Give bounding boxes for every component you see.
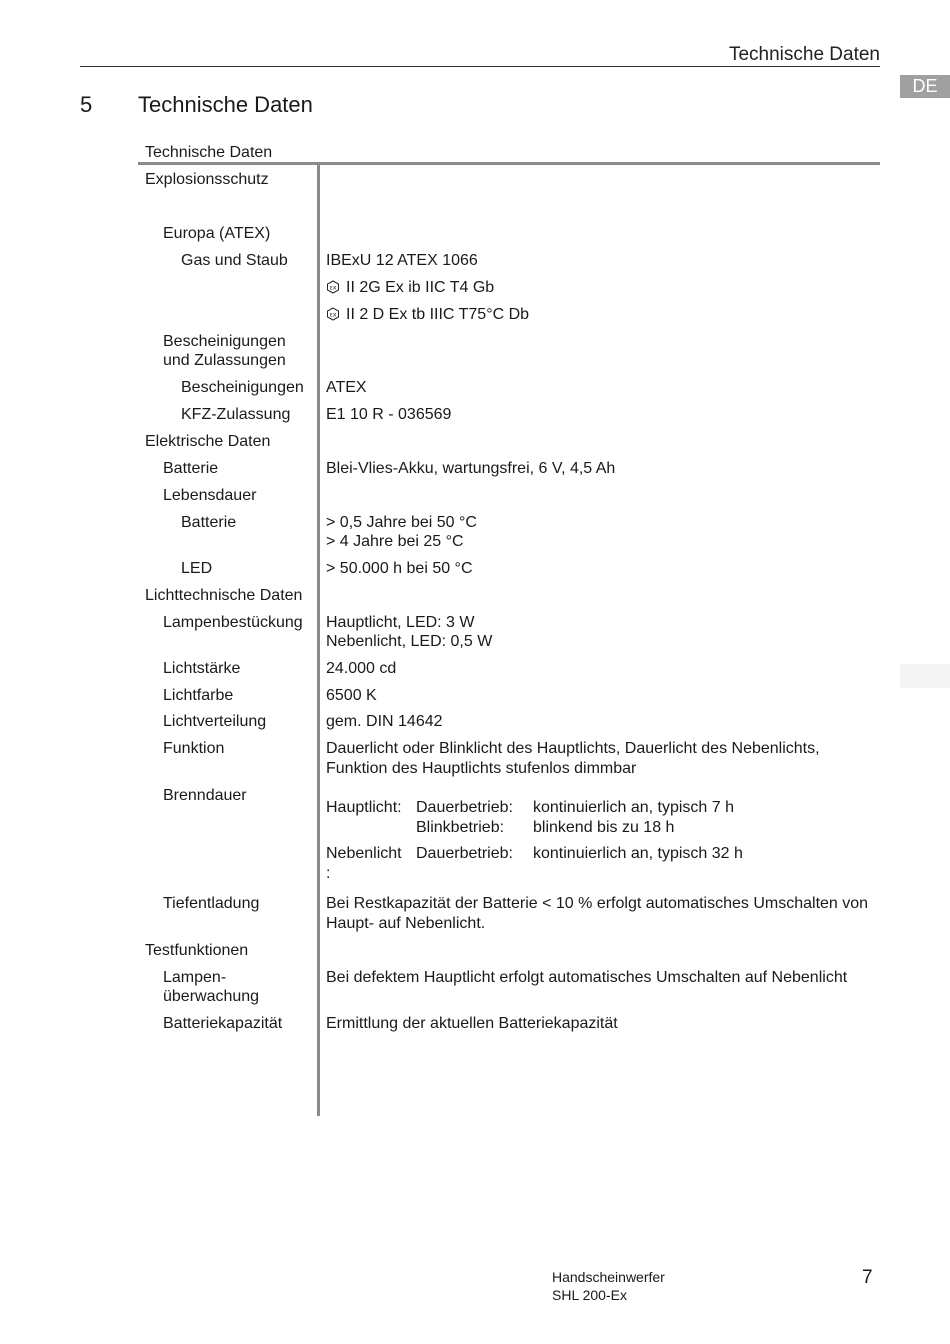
label-lamp-monitoring-line1: Lampen- <box>163 969 227 986</box>
burn-main-mode-continuous: Dauerbetrieb: <box>416 799 513 816</box>
label-light-intensity: Lichtstärke <box>163 660 241 677</box>
value-light-distribution: gem. DIN 14642 <box>326 713 443 730</box>
label-electrical-data: Elektrische Daten <box>145 433 271 450</box>
label-photometric-data: Lichttechnische Daten <box>145 587 303 604</box>
label-led: LED <box>181 560 213 577</box>
label-battery: Batterie <box>163 460 219 477</box>
ex-hexagon-icon <box>326 307 340 321</box>
svg-text:εx: εx <box>329 284 337 292</box>
value-deep-discharge-line2: Haupt- auf Nebenlicht. <box>326 915 486 932</box>
table-heading-rule <box>138 162 880 165</box>
value-battery: Blei-Vlies-Akku, wartungsfrei, 6 V, 4,5 Ah <box>326 460 616 477</box>
footer-product-line2: SHL 200-Ex <box>552 1287 627 1303</box>
table-column-divider <box>317 165 320 1116</box>
label-certs-approvals-line1: Bescheinigungen <box>163 333 286 350</box>
value-marking-dust <box>326 305 529 325</box>
header-rule <box>80 66 880 67</box>
label-lifetime: Lebensdauer <box>163 487 257 504</box>
burn-aux-value: kontinuierlich an, typisch 32 h <box>533 845 743 862</box>
value-battery-life-line1: > 0,5 Jahre bei 50 °C <box>326 514 477 531</box>
label-vehicle-approval: KFZ-Zulassung <box>181 406 291 423</box>
page-number: 7 <box>862 1267 873 1288</box>
burn-main-mode-blink: Blinkbetrieb: <box>416 819 505 836</box>
label-light-color: Lichtfarbe <box>163 687 234 704</box>
label-burn-time: Brenndauer <box>163 787 247 804</box>
table-heading: Technische Daten <box>145 144 273 161</box>
value-lamp-monitoring: Bei defektem Hauptlicht erfolgt automatisches Umschalten auf Nebenlicht <box>326 969 848 986</box>
label-light-distribution: Lichtverteilung <box>163 713 267 730</box>
burn-main-value-continuous: kontinuierlich an, typisch 7 h <box>533 799 734 816</box>
value-function-line2: Funktion des Hauptlichts stufenlos dimmbar <box>326 760 637 777</box>
footer-product-line1: Handscheinwerfer <box>552 1269 665 1285</box>
label-function: Funktion <box>163 740 225 757</box>
burn-main-label: Hauptlicht: <box>326 799 402 816</box>
value-vehicle-approval: E1 10 R - 036569 <box>326 406 452 423</box>
burn-aux-mode: Dauerbetrieb: <box>416 845 513 862</box>
value-lamps-line1: Hauptlicht, LED: 3 W <box>326 614 475 631</box>
label-europe-atex: Europa (ATEX) <box>163 225 271 242</box>
value-marking-gas <box>326 278 494 298</box>
value-atex-certificate: IBExU 12 ATEX 1066 <box>326 252 478 269</box>
label-test-functions: Testfunktionen <box>145 942 249 959</box>
value-function-line1: Dauerlicht oder Blinklicht des Hauptlichts, Dauerlicht des Nebenlichts, <box>326 740 820 757</box>
label-deep-discharge: Tiefentladung <box>163 895 260 912</box>
language-tab-faint <box>900 664 950 688</box>
burn-main-value-blink: blinkend bis zu 18 h <box>533 819 675 836</box>
label-battery-capacity: Batteriekapazität <box>163 1015 283 1032</box>
burn-aux-label-line1: Nebenlicht <box>326 845 402 862</box>
svg-text:εx: εx <box>329 311 337 319</box>
label-lamps: Lampenbestückung <box>163 614 303 631</box>
marking-dust-text: II 2 D Ex tb IIIC T75°C Db <box>346 306 530 323</box>
chapter-number: 5 <box>80 92 93 117</box>
label-certificates: Bescheinigungen <box>181 379 304 396</box>
label-lamp-monitoring-line2: überwachung <box>163 988 260 1005</box>
value-certificates: ATEX <box>326 379 367 396</box>
chapter-title: Technische Daten <box>138 92 313 117</box>
marking-gas-text: II 2G Ex ib IIC T4 Gb <box>346 279 495 296</box>
label-certs-approvals-line2: und Zulassungen <box>163 352 286 369</box>
value-battery-life-line2: > 4 Jahre bei 25 °C <box>326 533 464 550</box>
burn-aux-label-line2: : <box>326 865 331 882</box>
value-light-intensity: 24.000 cd <box>326 660 397 677</box>
language-tab: DE <box>900 75 950 98</box>
footer-product <box>552 1268 665 1304</box>
value-light-color: 6500 K <box>326 687 377 704</box>
label-gas-dust: Gas und Staub <box>181 252 288 269</box>
value-lamps-line2: Nebenlicht, LED: 0,5 W <box>326 633 493 650</box>
value-deep-discharge-line1: Bei Restkapazität der Batterie < 10 % erfolgt automatisches Umschalten von <box>326 895 869 912</box>
value-led-life: > 50.000 h bei 50 °C <box>326 560 473 577</box>
value-battery-capacity: Ermittlung der aktuellen Batteriekapazität <box>326 1015 618 1032</box>
ex-hexagon-icon <box>326 280 340 294</box>
running-header: Technische Daten <box>728 44 880 65</box>
label-explosion-protection: Explosionsschutz <box>145 171 269 188</box>
label-lifetime-battery: Batterie <box>181 514 237 531</box>
